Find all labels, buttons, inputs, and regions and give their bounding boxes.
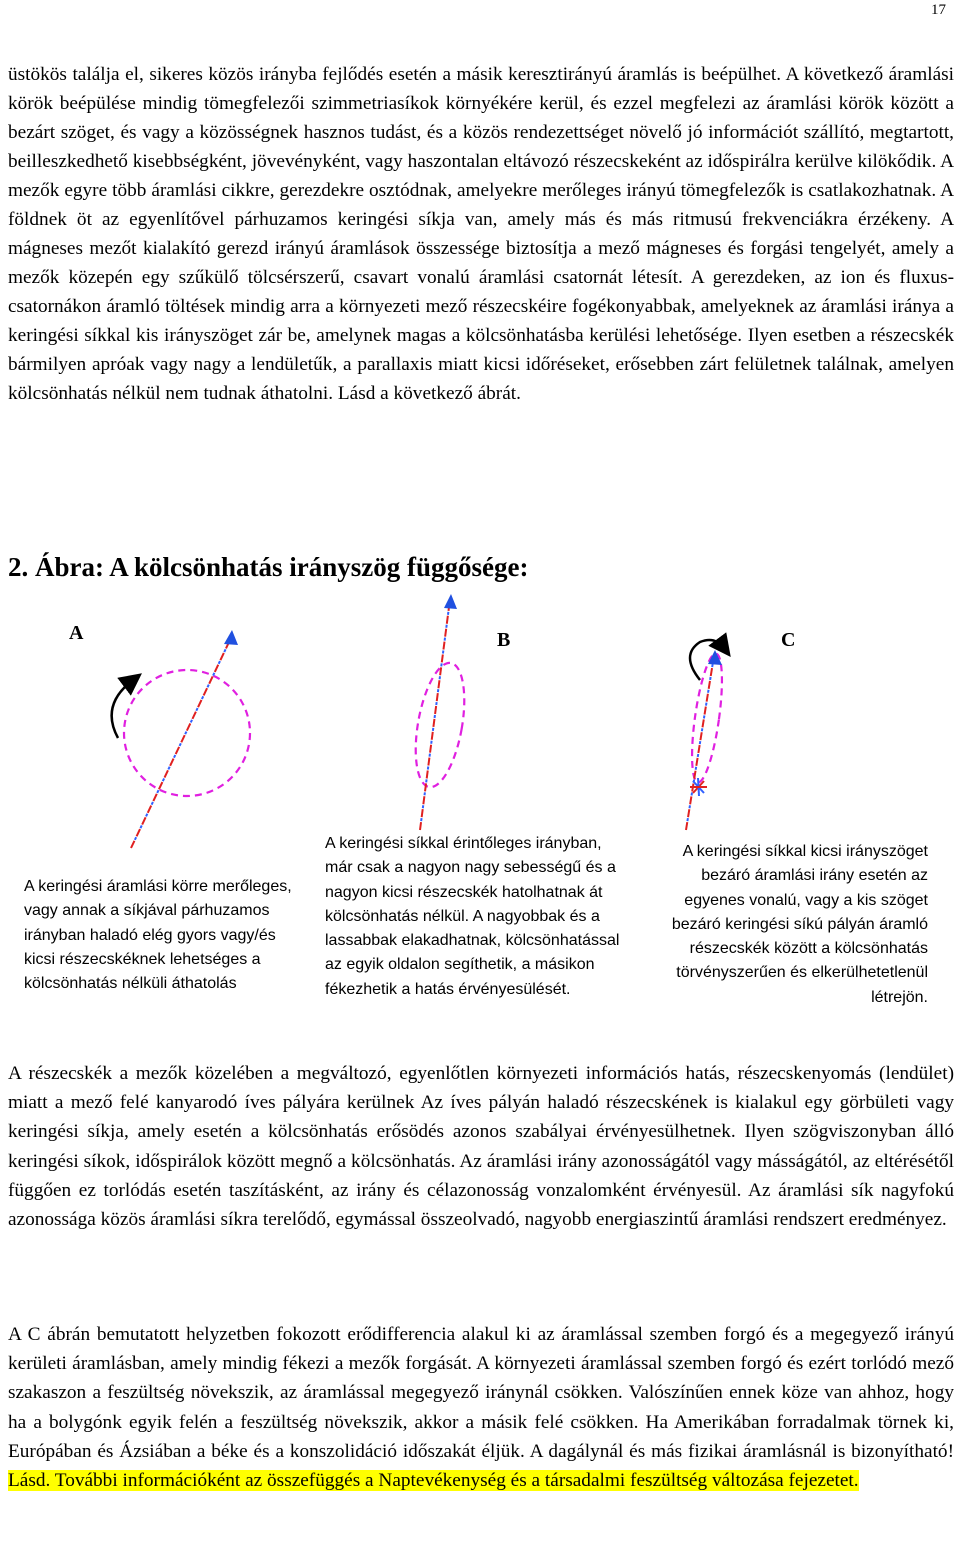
panel-label-c: C bbox=[781, 629, 796, 651]
highlighted-reference: Lásd. További információként az összefüggés a Naptevékenység és a társadalmi feszültség változása fejezetet. bbox=[8, 1470, 859, 1492]
figure-title: 2. Ábra: A kölcsönhatás irányszög függősége: bbox=[8, 552, 529, 582]
paragraph-2: A részecskék a mezők közelében a megváltozó, egyenlőtlen környezeti információs hatás, részecskenyomás (lendület) miatt a mező felé kanyarodó íves pályára kerülnek Az íves pályán haladó részecskének is kialakul egy görbületi vagy keringési síkja, amely esetén a kölcsönhatás erősödés azonos szabályai érvényesülhetnek. Ilyen szögviszonyban álló keringési síkok, időspirálok között megnő a kölcsönhatás. Az áramlási irány azonosságától vagy másságától, az eltérésétől függően ez torlódás esetén taszításként, az irány és célazonosság vonzalomként érvényesül. Az áramlási sík nagyfokú azonossága közös áramlási síkra terelődő, egymással összeolvadó, nagyobb energiaszintű áramlási rendszert eredményez. bbox=[8, 1063, 954, 1231]
panel-label-b: B bbox=[497, 629, 511, 651]
paragraph-1: üstökös találja el, sikeres közös irányba fejlődés esetén a másik keresztirányú áramlás is beépülhet. A következő áramlási körök beépülése mindig tömegfelezői szimmetriasíkok környékére kerül, és ezzel megfelezi az áramlási körök között a bezárt szöget, és vagy a közösségnek hasznos tudást, és a közös rendezettséget növelő jó információt szállító, megtartott, beilleszkedhető kisebbségként, jövevényként, vagy haszontalan eltávozó részecskeként az időspirálra kerülve kilökődik. A mezők egyre több áramlási cikkre, gerezdekre osztódnak, amelyekre merőleges irányú tömegfelezők is csatlakozhatnak. A földnek öt az egyenlítővel párhuzamos keringési síkja van, amely más és más ritmusú frekvenciákra érzékeny. A mágneses mezőt kialakító gerezd irányú áramlások összessége biztosítja a mező mágneses és forgási tengelyét, amely a mezők közepén egy szűkülő tölcsérszerű, csavart vonalú áramlási csatornát létesít. A gerezdeken, az ion és fluxus-csatornákon áramló töltések mindig arra a környezeti mező részecskéire fogékonyabbak, amelyeknek az áramlási iránya a keringési síkkal kis irányszöget zár be, amelynek magas a kölcsönhatásba kerülési lehetősége. Ilyen esetben a részecskék bármilyen apróak vagy nagy a lendületűk, a parallaxis miatt kicsi időréseket, erősebben zárt felületnek találnak, amelyen kölcsönhatás nélkül nem tudnak áthatolni. Lásd a következő ábrát. bbox=[8, 64, 954, 404]
panel-a-diagram bbox=[112, 630, 250, 848]
panel-a-orbit-circle bbox=[124, 670, 250, 796]
paragraph-3-text: A C ábrán bemutatott helyzetben fokozott erődifferencia alakul ki az áramlással szemben forgó és a megegyező irányú kerületi áramlásban, amely mindig fékezi a mezők forgását. A környezeti áramlással szemben forgó és ezért torlódó mező szakaszon a feszültség növekszik, az áramlással megegyező iránynál csökken. Valószínűen ennek köze van ahhoz, hogy ha a bolygónk egyik felén a feszültség növekszik, akkor a másik felé csökken. Ha Amerikában forradalmak törnek ki, Európában és Ázsiában a béke és a konszolidáció időszakát éljük. A dagálynál és más fizikai áramlásnál is bizonyítható! bbox=[8, 1324, 954, 1462]
panel-c-path-red bbox=[686, 662, 713, 830]
page-number: 17 bbox=[931, 2, 946, 18]
caption-b: A keringési síkkal érintőleges irányban, már csak a nagyon nagy sebességű és a nagyon kicsi részecskék hatolhatnak át kölcsönhatás nélkül. A nagyobbak és a lassabbak elakadhatnak, kölcsönhatással az egyik oldalon segíthetik, a másikon fékezhetik a hatás érvényesülését. bbox=[325, 835, 620, 998]
panel-c-diagram bbox=[686, 640, 728, 830]
caption-c: A keringési síkkal kicsi irányszöget bezáró áramlási irány esetén az egyenes vonalú, vagy a kis szöget bezáró keringési síkú pályán áramló részecskék között a kölcsönhatás törvényszerűen és elkerülhetetlenül létrejön. bbox=[671, 843, 928, 1006]
panel-c-orbit-ellipse bbox=[686, 652, 728, 784]
panel-b-diagram bbox=[407, 594, 472, 830]
caption-a: A keringési áramlási körre merőleges, vagy annak a síkjával párhuzamos irányban haladó elég gyors vagy/és kicsi részecskéknek lehetséges a kölcsönhatás nélküli áthatolás bbox=[24, 878, 292, 993]
panel-label-a: A bbox=[69, 622, 84, 644]
figure-diagram bbox=[0, 580, 960, 850]
panel-b-arrow-head bbox=[444, 594, 457, 609]
panel-a-arrow-head bbox=[224, 630, 238, 645]
paragraph-3 bbox=[8, 1320, 954, 1495]
